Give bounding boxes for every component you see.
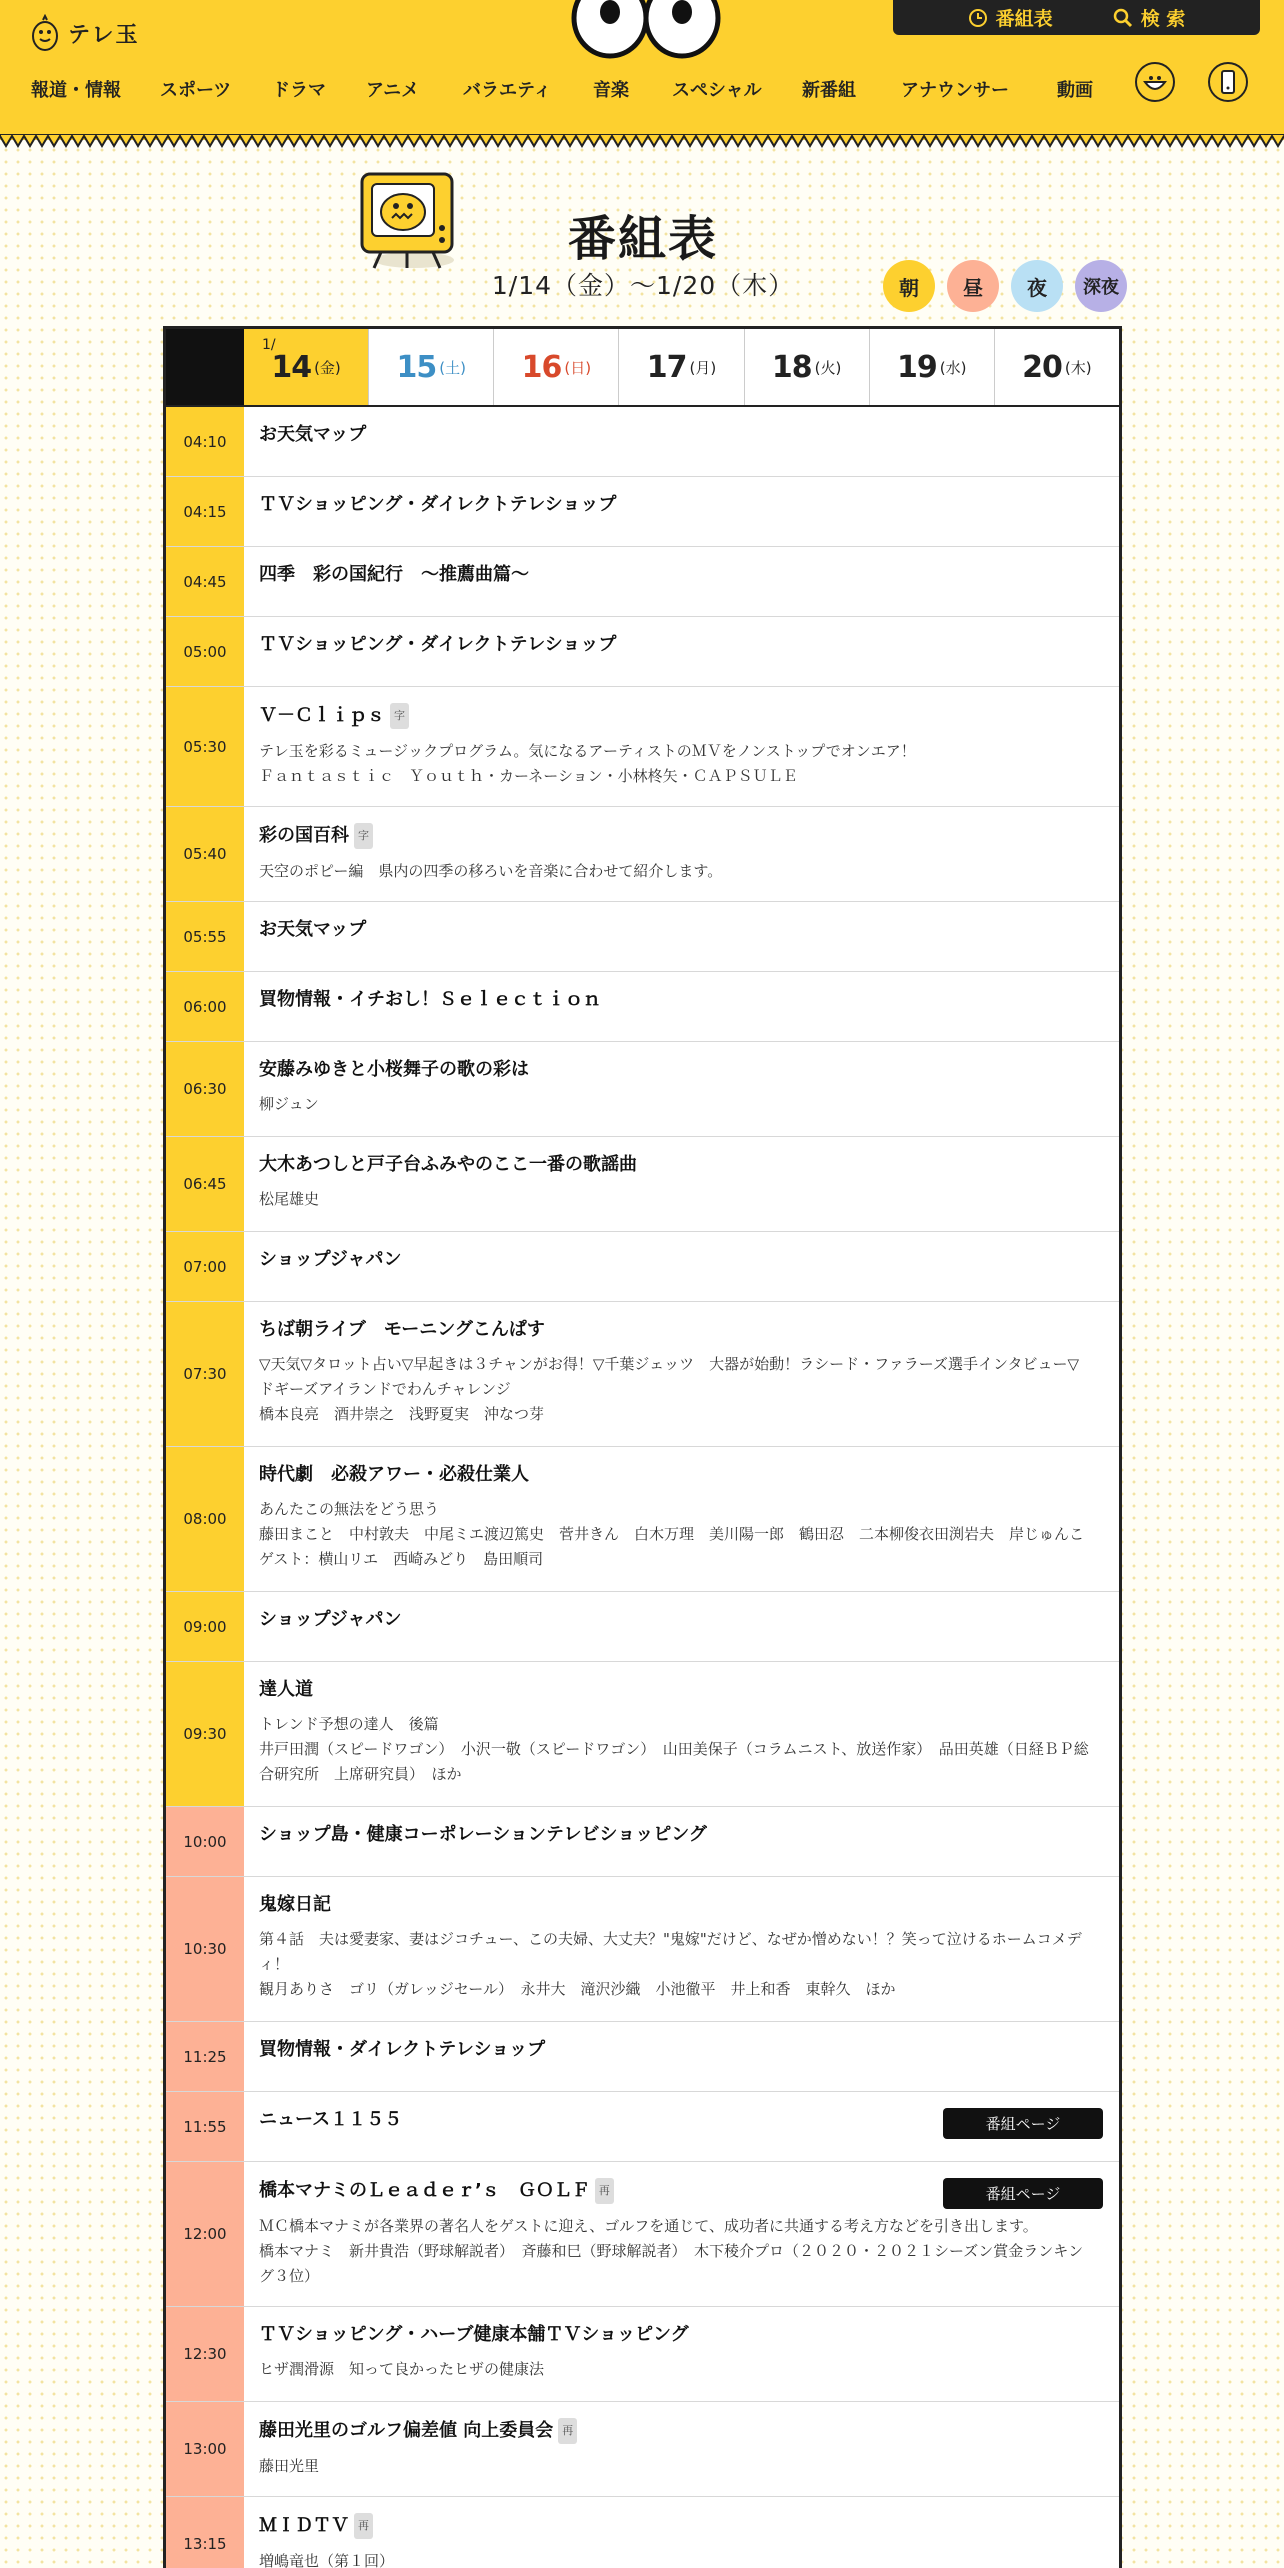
program-description	[259, 1092, 1103, 1117]
program-content	[244, 407, 1119, 476]
program-title[interactable]: 彩の国百科	[259, 825, 349, 846]
mascot-eyes-icon	[566, 0, 726, 60]
program-title[interactable]: Ｖ－Ｃｌｉｐｓ	[259, 705, 385, 726]
program-time: 11:55	[166, 2092, 244, 2161]
program-title[interactable]: 大木あつしと戸子台ふみやのここ一番の歌謡曲	[259, 1154, 637, 1175]
program-page-button[interactable]: 番組ページ	[943, 2178, 1103, 2209]
teletama-food-icon[interactable]	[1135, 62, 1175, 102]
program-description	[259, 1187, 1103, 1212]
program-time: 05:00	[166, 617, 244, 686]
program-title-row	[259, 703, 1103, 729]
program-row[interactable]	[166, 2162, 1119, 2307]
program-title-row	[259, 1608, 1103, 1632]
program-title-row	[259, 1823, 1103, 1847]
program-content	[244, 617, 1119, 686]
program-time: 06:00	[166, 972, 244, 1041]
program-row[interactable]	[166, 1232, 1119, 1302]
program-description-line: 第４話 夫は愛妻家、妻はジコチュー、この夫婦、大丈夫？"鬼嫁"だけど、なぜか憎めない！？笑って泣けるホームコメディ！	[259, 1930, 1082, 1973]
search-label: 検 索	[1140, 8, 1186, 30]
tamatama-mascot-icon	[28, 14, 62, 52]
program-description-line: 松尾雄史	[259, 1190, 320, 1208]
program-row[interactable]	[166, 1807, 1119, 1877]
day-tab-weekday: (水)	[939, 358, 967, 377]
nav-variety[interactable]: バラエティ	[463, 80, 552, 101]
program-row[interactable]	[166, 902, 1119, 972]
program-badge: 再	[595, 2178, 614, 2204]
program-title[interactable]: お天気マップ	[259, 424, 367, 445]
program-title[interactable]: ショップジャパン	[259, 1609, 402, 1630]
program-title-row	[259, 423, 1103, 447]
program-description-line: Ｆａｎｔａｓｔｉｃ Ｙｏｕｔｈ・カーネーション・小林柊矢・ＣＡＰＳＵＬＥ	[259, 767, 798, 785]
program-description-line: ＭＣ橋本マナミが各業界の著名人をゲストに迎え、ゴルフを通じて、成功者に共通する考え方などを引き出します。	[259, 2217, 1038, 2235]
day-tab-weekday: (金)	[314, 358, 341, 377]
program-description-line: 観月ありさ ゴリ（ガレッジセール） 永井大 滝沢沙織 小池徹平 井上和香 東幹久 ほか	[259, 1980, 896, 1998]
nav-sports[interactable]: スポーツ	[160, 80, 232, 101]
logo-text: テレ玉	[68, 22, 140, 48]
program-time: 11:25	[166, 2022, 244, 2091]
program-list	[166, 407, 1119, 2568]
program-content	[244, 807, 1119, 901]
program-title-row	[259, 988, 1103, 1012]
program-row[interactable]	[166, 1662, 1119, 1807]
page-title: 番組表	[567, 211, 718, 267]
program-description	[259, 2454, 1103, 2479]
program-description	[259, 859, 1103, 884]
day-tab-weekday: (火)	[814, 358, 842, 377]
program-description-line: 藤田光里	[259, 2457, 320, 2475]
day-tabs-corner	[166, 329, 244, 405]
program-title-row	[259, 823, 1103, 849]
day-tab-16[interactable]	[493, 329, 618, 405]
late-night-filter[interactable]: 深夜	[1075, 260, 1127, 312]
program-title[interactable]: ちば朝ライブ モーニングこんぱす	[259, 1319, 545, 1340]
program-row[interactable]	[166, 1042, 1119, 1137]
program-description	[259, 2214, 1103, 2289]
program-row[interactable]	[166, 1877, 1119, 2022]
program-title[interactable]: 達人道	[259, 1679, 313, 1700]
program-description-line: 橋本マナミ 新井貴浩（野球解説者） 斉藤和巳（野球解説者） 木下稜介プロ（２０２０・２０２１シーズン賞金ランキング３位）	[259, 2242, 1084, 2285]
program-title[interactable]: ショップジャパン	[259, 1249, 402, 1270]
program-row[interactable]	[166, 407, 1119, 477]
program-title[interactable]: ショップ島・健康コーポレーションテレビショッピング	[259, 1824, 707, 1845]
program-content	[244, 1302, 1119, 1446]
nav-anime[interactable]: アニメ	[366, 80, 420, 101]
program-description	[259, 739, 1103, 789]
night-filter[interactable]: 夜	[1011, 260, 1063, 312]
program-description-line: ヒザ潤滑源 知って良かったヒザの健康法	[259, 2360, 545, 2378]
program-time: 05:30	[166, 687, 244, 806]
program-row[interactable]	[166, 477, 1119, 547]
program-title[interactable]: 安藤みゆきと小桜舞子の歌の彩は	[259, 1059, 529, 1080]
program-row[interactable]	[166, 2092, 1119, 2162]
program-title-row	[259, 1318, 1103, 1342]
program-content	[244, 1137, 1119, 1231]
program-content	[244, 1232, 1119, 1301]
morning-filter[interactable]: 朝	[883, 260, 935, 312]
search-button[interactable]	[1113, 4, 1186, 31]
program-time: 04:10	[166, 407, 244, 476]
day-tab-weekday: (日)	[564, 358, 592, 377]
program-time: 13:00	[166, 2402, 244, 2496]
program-row[interactable]	[166, 1302, 1119, 1447]
program-time: 05:40	[166, 807, 244, 901]
program-row[interactable]	[166, 547, 1119, 617]
program-title[interactable]: お天気マップ	[259, 919, 367, 940]
program-row[interactable]	[166, 617, 1119, 687]
phone-icon	[1210, 64, 1246, 100]
program-time: 05:55	[166, 902, 244, 971]
nav-videos[interactable]: 動画	[1057, 80, 1093, 101]
date-range: 1/14（金）〜1/20（木）	[491, 271, 795, 300]
program-description	[259, 2357, 1103, 2382]
program-title-row	[259, 1153, 1103, 1177]
program-title-row	[259, 918, 1103, 942]
nav-news[interactable]: 報道・情報	[31, 80, 121, 101]
program-title-row	[259, 2323, 1103, 2347]
day-tab-date: 15	[396, 349, 437, 385]
program-title[interactable]: ＴＶショッピング・ダイレクトテレショップ	[259, 494, 617, 515]
program-content	[244, 1662, 1119, 1806]
program-content	[244, 972, 1119, 1041]
program-description	[259, 1712, 1103, 1787]
day-tab-month: 1/	[262, 337, 276, 353]
clock-icon	[968, 8, 988, 28]
program-content	[244, 2307, 1119, 2401]
program-content	[244, 1877, 1119, 2021]
day-tab-18[interactable]	[744, 329, 869, 405]
rice-bowl-icon	[1137, 64, 1173, 100]
daytime-filter[interactable]: 昼	[947, 260, 999, 312]
program-time: 06:45	[166, 1137, 244, 1231]
program-row[interactable]	[166, 687, 1119, 807]
program-title-row	[259, 1893, 1103, 1917]
program-badge: 字	[354, 823, 373, 849]
program-content	[244, 2022, 1119, 2091]
day-tab-20[interactable]	[994, 329, 1119, 405]
program-row[interactable]	[166, 972, 1119, 1042]
program-time: 10:30	[166, 1877, 244, 2021]
program-title[interactable]: 時代劇 必殺アワー・必殺仕業人	[259, 1464, 529, 1485]
program-content	[244, 1592, 1119, 1661]
header-zigzag-divider	[0, 134, 1284, 150]
program-row[interactable]	[166, 1137, 1119, 1232]
program-content	[244, 2497, 1119, 2568]
program-title[interactable]: 橋本マナミのＬｅａｄｅｒ’ｓ ＧＯＬＦ	[259, 2180, 590, 2201]
day-tab-14[interactable]	[244, 329, 368, 405]
program-row[interactable]	[166, 2497, 1119, 2568]
teletama-point-icon[interactable]	[1208, 62, 1248, 102]
day-tab-17[interactable]	[618, 329, 743, 405]
program-badge: 字	[390, 703, 409, 729]
program-description-line: テレ玉を彩るミュージックプログラム。気になるアーティストのＭＶをノンストップでオンエア！	[259, 742, 916, 760]
day-tab-date: 14	[271, 349, 312, 385]
program-content	[244, 2162, 1119, 2306]
program-description	[259, 2549, 1103, 2568]
day-tab-date: 16	[521, 349, 562, 385]
program-time: 09:30	[166, 1662, 244, 1806]
program-title[interactable]: 鬼嫁日記	[259, 1894, 331, 1915]
day-tab-date: 19	[897, 349, 937, 385]
program-time: 07:30	[166, 1302, 244, 1446]
program-title-row	[259, 563, 1103, 587]
nav-announcers[interactable]: アナウンサー	[901, 80, 1009, 101]
program-description-line: 柳ジュン	[259, 1095, 319, 1113]
day-tab-19[interactable]	[869, 329, 994, 405]
program-content	[244, 1447, 1119, 1591]
program-title[interactable]: ニュース１１５５	[259, 2109, 403, 2130]
program-time: 04:15	[166, 477, 244, 546]
program-time: 13:15	[166, 2497, 244, 2568]
nav-drama[interactable]: ドラマ	[272, 80, 326, 101]
program-description-line: トレンド予想の達人 後篇	[259, 1715, 439, 1733]
program-title[interactable]: ＭＩＤＴＶ	[259, 2515, 349, 2536]
program-row[interactable]	[166, 2307, 1119, 2402]
program-title[interactable]: ＴＶショッピング・ダイレクトテレショップ	[259, 634, 617, 655]
program-title-row	[259, 633, 1103, 657]
program-time: 12:30	[166, 2307, 244, 2401]
time-of-day-filters	[883, 260, 1127, 312]
program-description-line: 藤田まこと 中村敦夫 中尾ミエ渡辺篤史 菅井きん 白木万理 美川陽一郎 鶴田忍 二本柳俊衣田渕岩夫 岸じゅんこ ゲスト：横山リエ 西崎みどり 島田順司	[259, 1525, 1100, 1568]
program-row[interactable]	[166, 807, 1119, 902]
day-tabs	[166, 329, 1119, 407]
program-title-row	[259, 1463, 1103, 1487]
program-content	[244, 1807, 1119, 1876]
program-title-row	[259, 1678, 1103, 1702]
program-title[interactable]: 藤田光里のゴルフ偏差値 向上委員会	[259, 2420, 554, 2441]
program-time: 12:00	[166, 2162, 244, 2306]
program-content	[244, 2092, 1119, 2161]
program-time: 04:45	[166, 547, 244, 616]
logo[interactable]	[28, 14, 140, 52]
program-title-row	[259, 2513, 1103, 2539]
program-row[interactable]	[166, 1592, 1119, 1662]
day-tab-date: 20	[1022, 349, 1062, 385]
program-row[interactable]	[166, 1447, 1119, 1592]
nav-music[interactable]: 音楽	[593, 80, 629, 101]
program-title-row	[259, 1058, 1103, 1082]
program-title[interactable]: 買物情報・ダイレクトテレショップ	[259, 2039, 546, 2060]
program-badge: 再	[558, 2418, 577, 2444]
program-description-line: 井戸田潤（スピードワゴン） 小沢一敬（スピードワゴン） 山田美保子（コラムニスト、放送作家） 品田英雄（日経ＢＰ総合研究所 上席研究員） ほか	[259, 1740, 1089, 1783]
program-content	[244, 687, 1119, 806]
nav-special[interactable]: スペシャル	[672, 80, 762, 101]
program-content	[244, 477, 1119, 546]
top-actions	[893, 0, 1260, 35]
program-title[interactable]: 買物情報・イチおし！Ｓｅｌｅｃｔｉｏｎ	[259, 989, 601, 1010]
program-badge: 再	[354, 2513, 373, 2539]
program-description	[259, 1352, 1103, 1427]
program-description	[259, 1927, 1103, 2002]
program-title-row	[259, 1248, 1103, 1272]
program-page-button[interactable]: 番組ページ	[943, 2108, 1103, 2139]
program-description-line: ▽天気▽タロット占い▽早起きは３チャンがお得！▽千葉ジェッツ 大器が始動！ラシード・ファラーズ選手インタビュー▽ドギーズアイランドでわんチャレンジ	[259, 1355, 1079, 1398]
program-title[interactable]: ＴＶショッピング・ハーブ健康本舗ＴＶショッピング	[259, 2324, 689, 2345]
site-header	[0, 0, 1284, 140]
nav-new-programs[interactable]: 新番組	[802, 80, 856, 101]
schedule-label: 番組表	[995, 8, 1053, 30]
program-title-row	[259, 493, 1103, 517]
program-time: 08:00	[166, 1447, 244, 1591]
schedule-button[interactable]	[968, 4, 1053, 31]
program-time: 07:00	[166, 1232, 244, 1301]
day-tab-weekday: (木)	[1064, 358, 1092, 377]
program-description-line: 橋本良亮 酒井崇之 浅野夏実 沖なつ芽	[259, 1405, 545, 1423]
program-time: 06:30	[166, 1042, 244, 1136]
program-description-line: 増嶋竜也（第１回）	[259, 2552, 395, 2568]
program-description-line: 天空のポピー編 県内の四季の移ろいを音楽に合わせて紹介します。	[259, 862, 723, 880]
program-description	[259, 1497, 1103, 1572]
day-tab-15[interactable]	[368, 329, 493, 405]
program-content	[244, 2402, 1119, 2496]
day-tab-weekday: (月)	[689, 358, 717, 377]
program-row[interactable]	[166, 2022, 1119, 2092]
day-tab-weekday: (土)	[439, 358, 466, 377]
day-tab-date: 17	[646, 349, 687, 385]
program-title-row	[259, 2418, 1103, 2444]
program-title[interactable]: 四季 彩の国紀行 ～推薦曲篇～	[259, 564, 529, 585]
program-title-row	[259, 2038, 1103, 2062]
program-content	[244, 1042, 1119, 1136]
day-tab-date: 18	[771, 349, 812, 385]
program-time: 10:00	[166, 1807, 244, 1876]
program-content	[244, 547, 1119, 616]
program-content	[244, 902, 1119, 971]
search-icon	[1113, 8, 1133, 28]
schedule-table	[163, 326, 1122, 2568]
program-description-line: あんたこの無法をどう思う	[259, 1500, 440, 1518]
program-row[interactable]	[166, 2402, 1119, 2497]
program-time: 09:00	[166, 1592, 244, 1661]
